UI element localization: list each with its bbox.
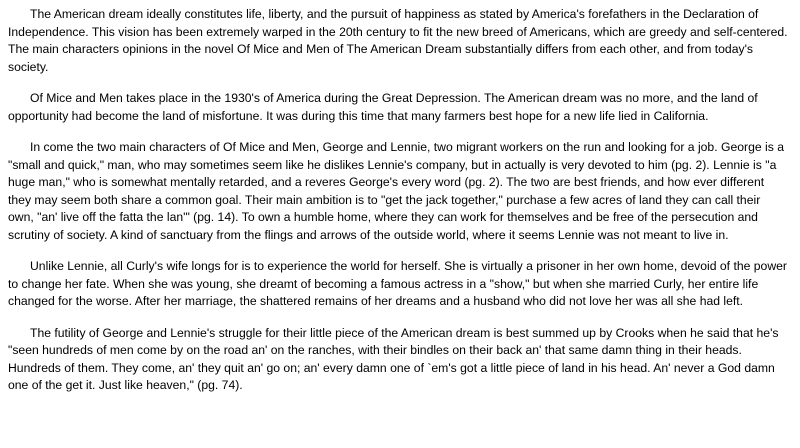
paragraph-3: In come the two main characters of Of Mice and Men, George and Lennie, two migrant workers on the run and looking for a job. George is a "small and quick," man, who may sometimes seem like he dislikes Lennie's company, but in actually is very devoted to him (pg. 2). Lennie is "a huge man," who is somewhat mentally retarded, and a reveres George's every word (pg. 2). The two are best friends, and how ever different they may seem both share a common goal. Their main ambition is to "get the jack together," purchase a few acres of land they can call their own, "an' live off the fatta the lan'" (pg. 14). To own a humble home, where they can work for themselves and be free of the persecution and scrutiny of society. A kind of sanctuary from the flings and arrows of the outside world, where it seems Lennie was not meant to live in. (8, 140, 784, 242)
paragraph-5: The futility of George and Lennie's struggle for their little piece of the American dream is best summed up by Crooks when he said that he's "seen hundreds of men come by on the road an' on the ranches, with their bindles on their back an' that same damn thing in their heads. Hundreds of them. They come, an' they quit an' go on; an' every damn one of `em's got a little piece of land in his head. An' never a God damn one of the get it. Just like heaven," (pg. 74). (8, 325, 779, 392)
paragraph-4: Unlike Lennie, all Curly's wife longs for is to experience the world for herself. She is virtually a prisoner in her own home, devoid of the power to change her fate. When she was young, she dreamt of becoming a famous actress in a "show," but when she married Curly, her entire life changed for the worse. After her marriage, the shattered remains of her dreams and a husband who did not love her was all she had left. (8, 259, 787, 308)
paragraph-2: Of Mice and Men takes place in the 1930's of America during the Great Depression. The American dream was no more, and the land of opportunity had become the land of misfortune. It was during this time that many farmers best hope for a new life lied in California. (8, 91, 758, 123)
paragraph-1: The American dream ideally constitutes life, liberty, and the pursuit of happiness as stated by America's forefathers in the Declaration of Independence. This vision has been extremely warped in the 20th century to fit the new breed of Americans, which are greedy and self-centered. The main characters opinions in the novel Of Mice and Men of The American Dream substantially differs from each other, and from today's society. (8, 7, 788, 74)
